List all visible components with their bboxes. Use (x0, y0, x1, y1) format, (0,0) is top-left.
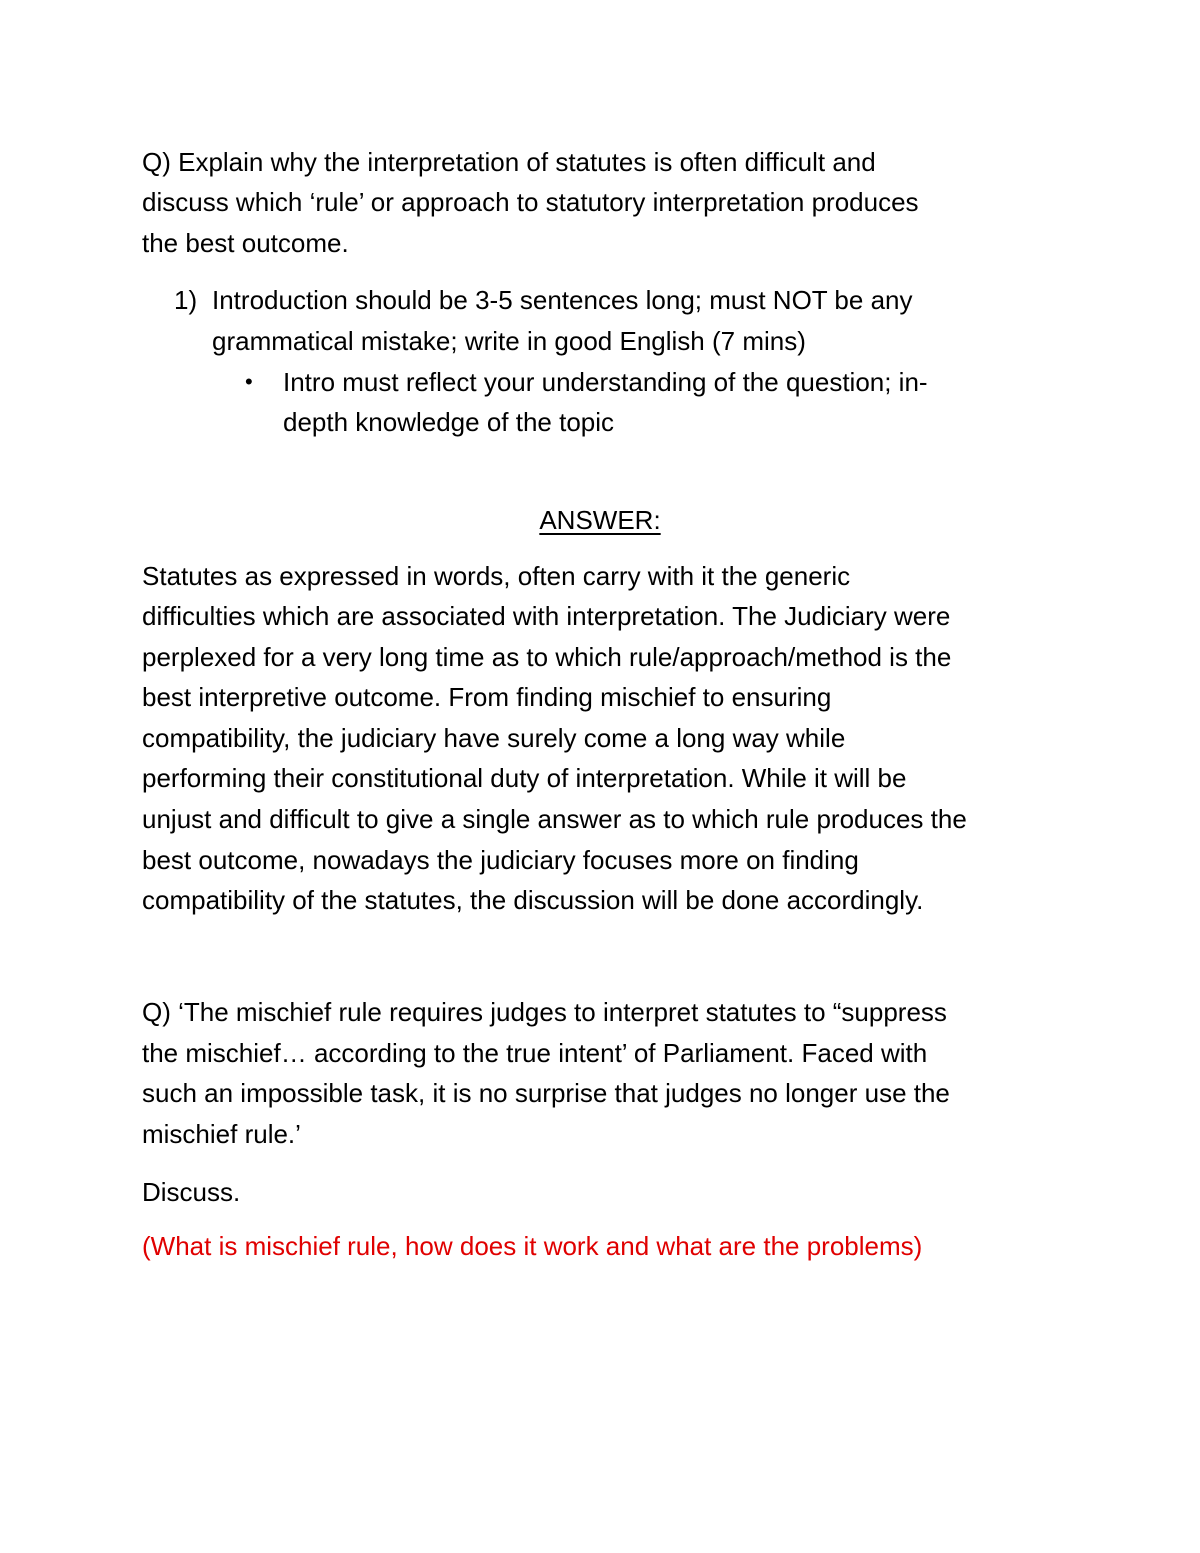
answer-line: perplexed for a very long time as to which rule/approach/method is the (142, 642, 952, 672)
answer-line: performing their constitutional duty of interpretation. While it will be (142, 763, 907, 793)
answer-line: Statutes as expressed in words, often carry with it the generic (142, 561, 851, 591)
bullet-item-line: depth knowledge of the topic (283, 407, 615, 437)
question-2-line: mischief rule.’ (142, 1119, 301, 1149)
question-1-line: discuss which ‘rule’ or approach to statutory interpretation produces (142, 187, 919, 217)
question-2-line: such an impossible task, it is no surprise that judges no longer use the (142, 1078, 950, 1108)
bullet-icon: • (245, 369, 253, 394)
question-1-line: Q) Explain why the interpretation of statutes is often difficult and (142, 147, 876, 177)
answer-line: compatibility, the judiciary have surely come a long way while (142, 723, 846, 753)
list-item-line: Introduction should be 3-5 sentences long; must NOT be any (212, 285, 913, 315)
list-number: 1) (174, 285, 198, 315)
list-item-line: grammatical mistake; write in good English (7 mins) (212, 326, 806, 356)
answer-heading: ANSWER: (539, 505, 661, 535)
question-1-line: the best outcome. (142, 228, 349, 258)
discuss-instruction: Discuss. (142, 1177, 241, 1207)
answer-line: difficulties which are associated with interpretation. The Judiciary were (142, 601, 951, 631)
answer-line: unjust and difficult to give a single answer as to which rule produces the (142, 804, 967, 834)
red-note: (What is mischief rule, how does it work and what are the problems) (142, 1231, 923, 1261)
question-2-line: Q) ‘The mischief rule requires judges to interpret statutes to “suppress (142, 997, 947, 1027)
answer-line: compatibility of the statutes, the discussion will be done accordingly. (142, 885, 924, 915)
bullet-item-line: Intro must reflect your understanding of the question; in- (283, 367, 928, 397)
question-2-line: the mischief… according to the true intent’ of Parliament. Faced with (142, 1038, 928, 1068)
answer-line: best outcome, nowadays the judiciary focuses more on finding (142, 845, 859, 875)
answer-line: best interpretive outcome. From finding mischief to ensuring (142, 682, 832, 712)
